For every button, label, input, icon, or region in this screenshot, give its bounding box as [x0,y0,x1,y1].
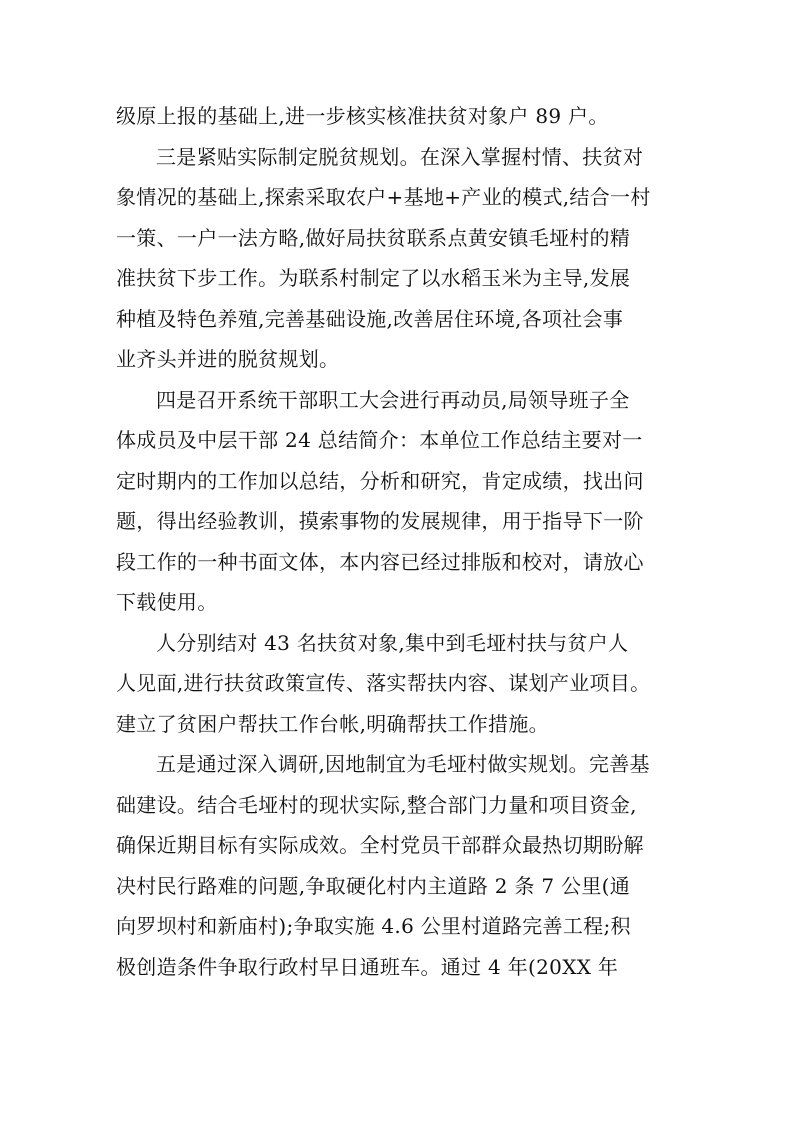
paragraph-first-line: 三是紧贴实际制定脱贫规划。在深入掌握村情、扶贫对 [156,144,644,169]
text-line: 段工作的一种书面文体，本内容已经过排版和校对，请放心 [116,549,644,574]
text-line: 下载使用。 [116,590,218,614]
text-line: 象情况的基础上,探索采取农户+基地+产业的模式,结合一村 [116,185,651,209]
text-line: 极创造条件争取行政村早日通班车。通过 4 年(20XX 年 [116,954,619,979]
text-line: 建立了贫困户帮扶工作台帐,明确帮扶工作措施。 [116,711,549,736]
text-line: 决村民行路难的问题,争取硬化村内主道路 2 条 7 公里(通 [116,873,631,898]
text-line: 础建设。结合毛垭村的现状实际,整合部门力量和项目资金, [116,792,637,817]
text-line: 人见面,进行扶贫政策宣传、落实帮扶内容、谋划产业项目。 [116,671,651,695]
paragraph-first-line: 五是通过深入调研,因地制宜为毛垭村做实规划。完善基 [156,752,650,776]
text-line: 定时期内的工作加以总结，分析和研究，肯定成绩，找出问 [116,468,644,493]
text-line: 准扶贫下步工作。为联系村制定了以水稻玉米为主导,发展 [116,266,631,290]
paragraph-first-line: 人分别结对 43 名扶贫对象,集中到毛垭村扶与贫户人 [156,630,629,655]
text-line: 确保近期目标有实际成效。全村党员干部群众最热切期盼解 [116,833,644,857]
text-line: 题，得出经验教训，摸索事物的发展规律，用于指导下一阶 [116,509,644,533]
text-line: 体成员及中层干部 24 总结简介：本单位工作总结主要对一 [116,428,643,452]
document-body [116,96,682,987]
text-line: 一策、一户一法方略,做好局扶贫联系点黄安镇毛垭村的精 [116,225,631,250]
text-line: 业齐头并进的脱贫规划。 [116,347,340,371]
paragraph-first-line: 四是召开系统干部职工大会进行再动员,局领导班子全 [156,387,630,412]
text-line: 向罗坝村和新庙村);争取实施 4.6 公里村道路完善工程;积 [116,914,631,938]
text-line: 种植及特色养殖,完善基础设施,改善居住环境,各项社会事 [116,306,624,331]
text-line: 级原上报的基础上,进一步核实核准扶贫对象户 89 户。 [116,104,609,128]
